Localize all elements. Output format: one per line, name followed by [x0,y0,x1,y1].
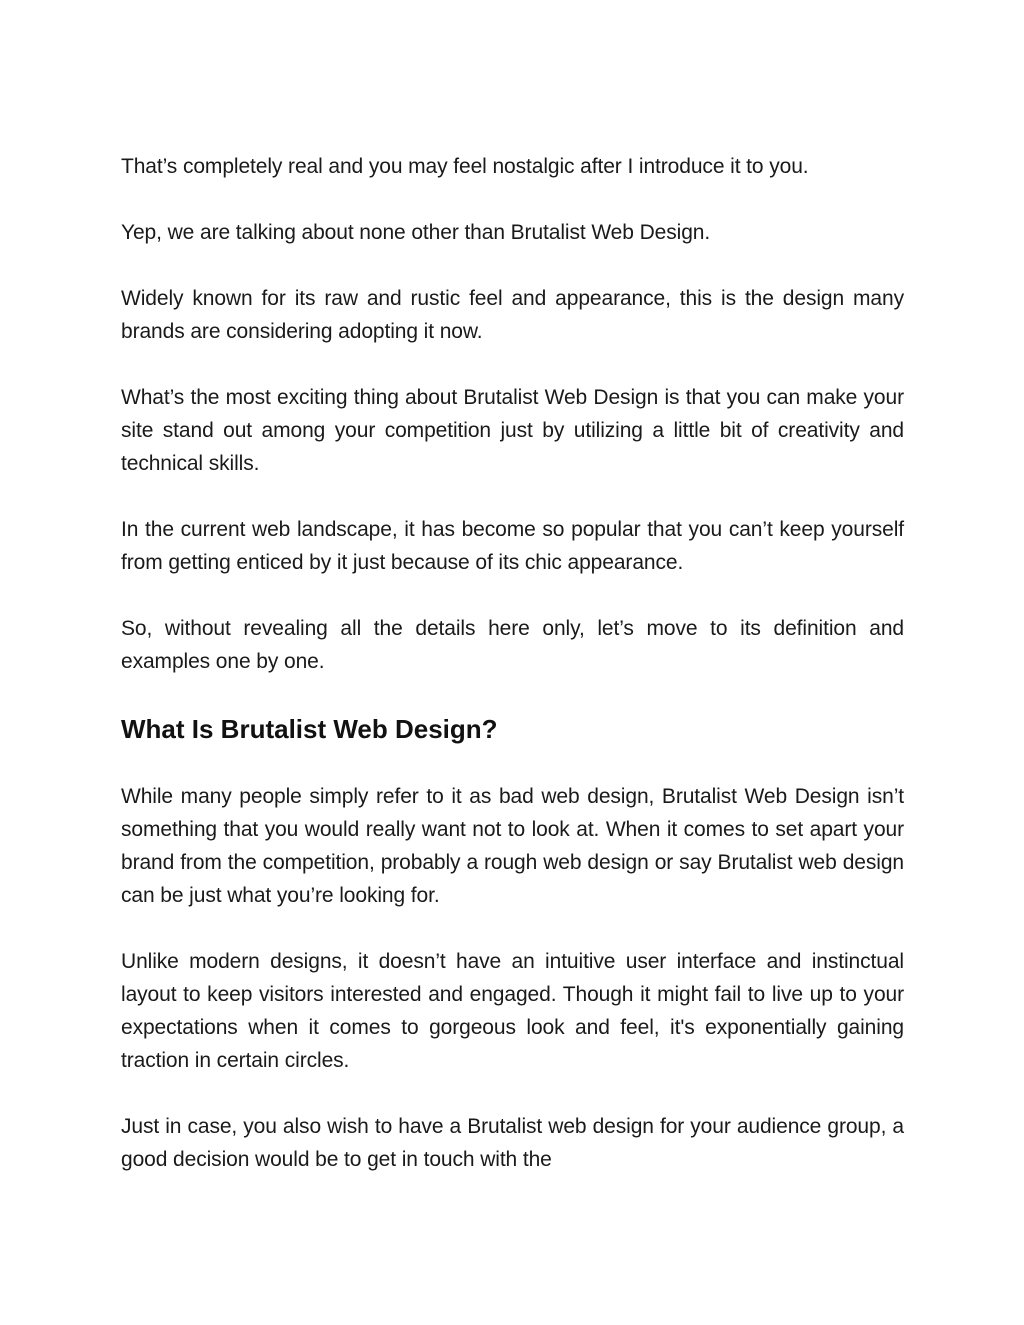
paragraph: Just in case, you also wish to have a Brutalist web design for your audience group, a good decision would be to get in touch with the [121,1115,904,1171]
document-page [121,150,904,1209]
paragraph: That’s completely real and you may feel nostalgic after I introduce it to you. [121,155,809,178]
paragraph: Yep, we are talking about none other than Brutalist Web Design. [121,221,711,244]
paragraph: In the current web landscape, it has become so popular that you can’t keep yourself from getting enticed by it just because of its chic appearance. [121,518,904,574]
paragraph: While many people simply refer to it as bad web design, Brutalist Web Design isn’t something that you would really want not to look at. When it comes to set apart your brand from the competition, probably a rough web design or say Brutalist web design can be just what you’re looking for. [121,785,904,907]
paragraph: So, without revealing all the details here only, let’s move to its definition and examples one by one. [121,617,904,673]
paragraph: Unlike modern designs, it doesn’t have an intuitive user interface and instinctual layout to keep visitors interested and engaged. Though it might fail to live up to your expectations when it comes to gorgeous look and feel, it's exponentially gaining traction in certain circles. [121,950,904,1072]
section-heading: What Is Brutalist Web Design? [121,714,498,744]
paragraph: What’s the most exciting thing about Brutalist Web Design is that you can make your site stand out among your competition just by utilizing a little bit of creativity and technical skills. [121,386,904,475]
paragraph: Widely known for its raw and rustic feel and appearance, this is the design many brands are considering adopting it now. [121,287,904,343]
